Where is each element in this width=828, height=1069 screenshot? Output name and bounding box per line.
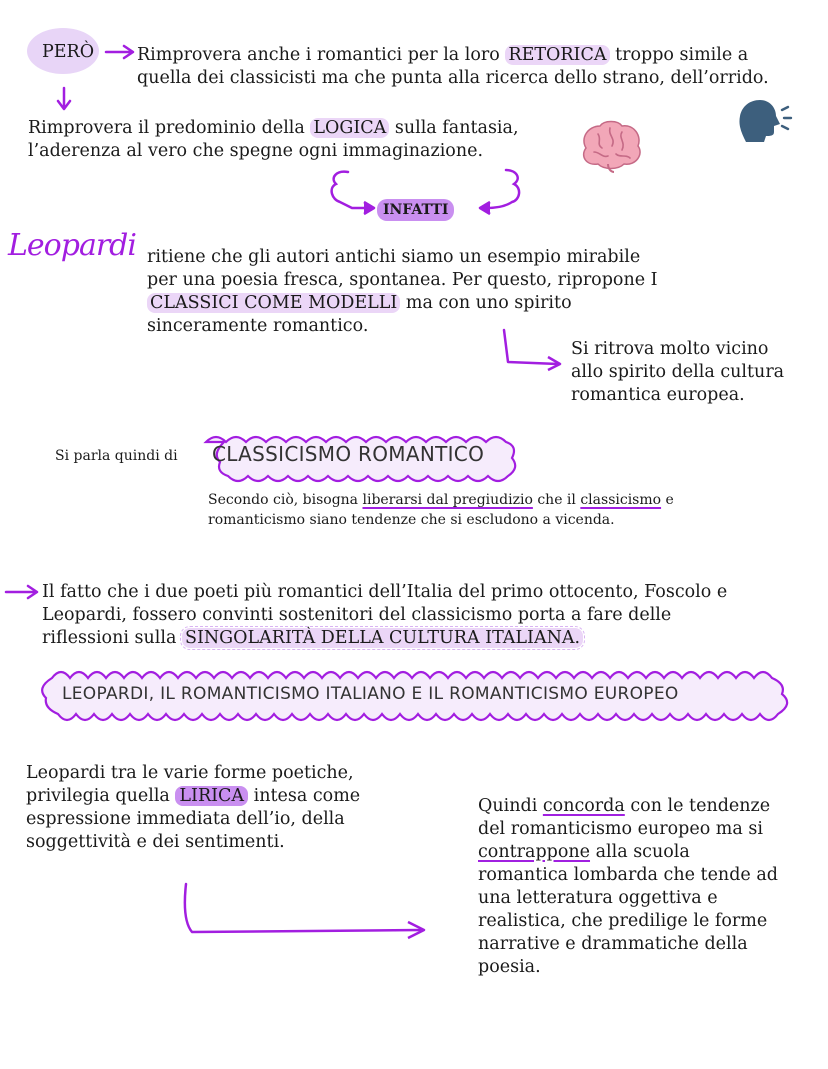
retorica-paragraph: Rimprovera anche i romantici per la loro RETORICA troppo simile a quella dei classicisti ma che punta alla ricerca dello strano, dell’orrido. (137, 45, 769, 88)
speaking-head-icon (736, 98, 792, 144)
section-title: LEOPARDI, IL ROMANTICISMO ITALIANO E IL ROMANTICISMO EUROPEO (62, 684, 679, 704)
arrow-down-icon (55, 86, 73, 112)
logica-paragraph: Rimprovera il predominio della LOGICA sulla fantasia, l’aderenza al vero che spegne ogni immaginazione. (28, 118, 519, 161)
lirica-paragraph: Leopardi tra le varie forme poetiche, privilegia quella LIRICA intesa come espressione immediata dell’io, della soggettività e dei sentimenti. (26, 763, 361, 852)
long-bent-arrow-icon (180, 880, 436, 946)
pero-label: PERÒ (42, 42, 95, 62)
brain-icon (578, 118, 644, 174)
retorica-highlight: RETORICA (505, 45, 609, 65)
arrow-right-icon (104, 44, 136, 60)
arrow-right-icon (4, 584, 40, 600)
si-parla-label: Si parla quindi di (55, 448, 178, 464)
leopardi-script-title: Leopardi (8, 228, 136, 263)
foscolo-paragraph: Il fatto che i due poeti più romantici dell’Italia del primo ottocento, Foscolo e Leopardi, fossero convinti sostenitori del classicismo porta a fare delle riflessioni sulla SINGOLARITÀ DELLA CULTURA ITALIANA. (42, 582, 728, 648)
classicismo-romantico-title: CLASSICISMO ROMANTICO (212, 442, 485, 466)
contrappone-underline: contrappone (478, 842, 591, 862)
pregiudizio-paragraph: Secondo ciò, bisogna liberarsi dal pregiudizio che il classicismo e romanticismo siano tendenze che si escludono a vicenda. (208, 492, 674, 528)
europea-paragraph: Si ritrova molto vicino allo spirito della cultura romantica europea. (571, 339, 785, 405)
curly-arrow-right-icon (472, 166, 532, 218)
bent-arrow-icon (498, 328, 568, 372)
infatti-label: INFATTI (377, 199, 454, 221)
lirica-highlight: LIRICA (175, 786, 248, 806)
concorda-underline: concorda (542, 796, 625, 816)
logica-highlight: LOGICA (310, 118, 389, 138)
liberarsi-underline: liberarsi dal pregiudizio (362, 492, 533, 508)
singolarita-highlight: SINGOLARITÀ DELLA CULTURA ITALIANA. (182, 628, 583, 648)
classicismo-underline: classicismo (580, 492, 662, 508)
leopardi-paragraph: ritiene che gli autori antichi siamo un esempio mirabile per una poesia fresca, spontanea. Per questo, ripropone I CLASSICI COME MODELLI ma con uno spirito sinceramente romantico. (147, 247, 658, 336)
concorda-paragraph: Quindi concorda con le tendenze del romanticismo europeo ma si contrappone alla scuola romantica lombarda che tende ad una letteratura oggettiva e realistica, che predilige le forme narrative e drammatiche della poesia. (478, 796, 778, 977)
curly-arrow-left-icon (322, 166, 382, 218)
classici-highlight: CLASSICI COME MODELLI (147, 293, 400, 313)
